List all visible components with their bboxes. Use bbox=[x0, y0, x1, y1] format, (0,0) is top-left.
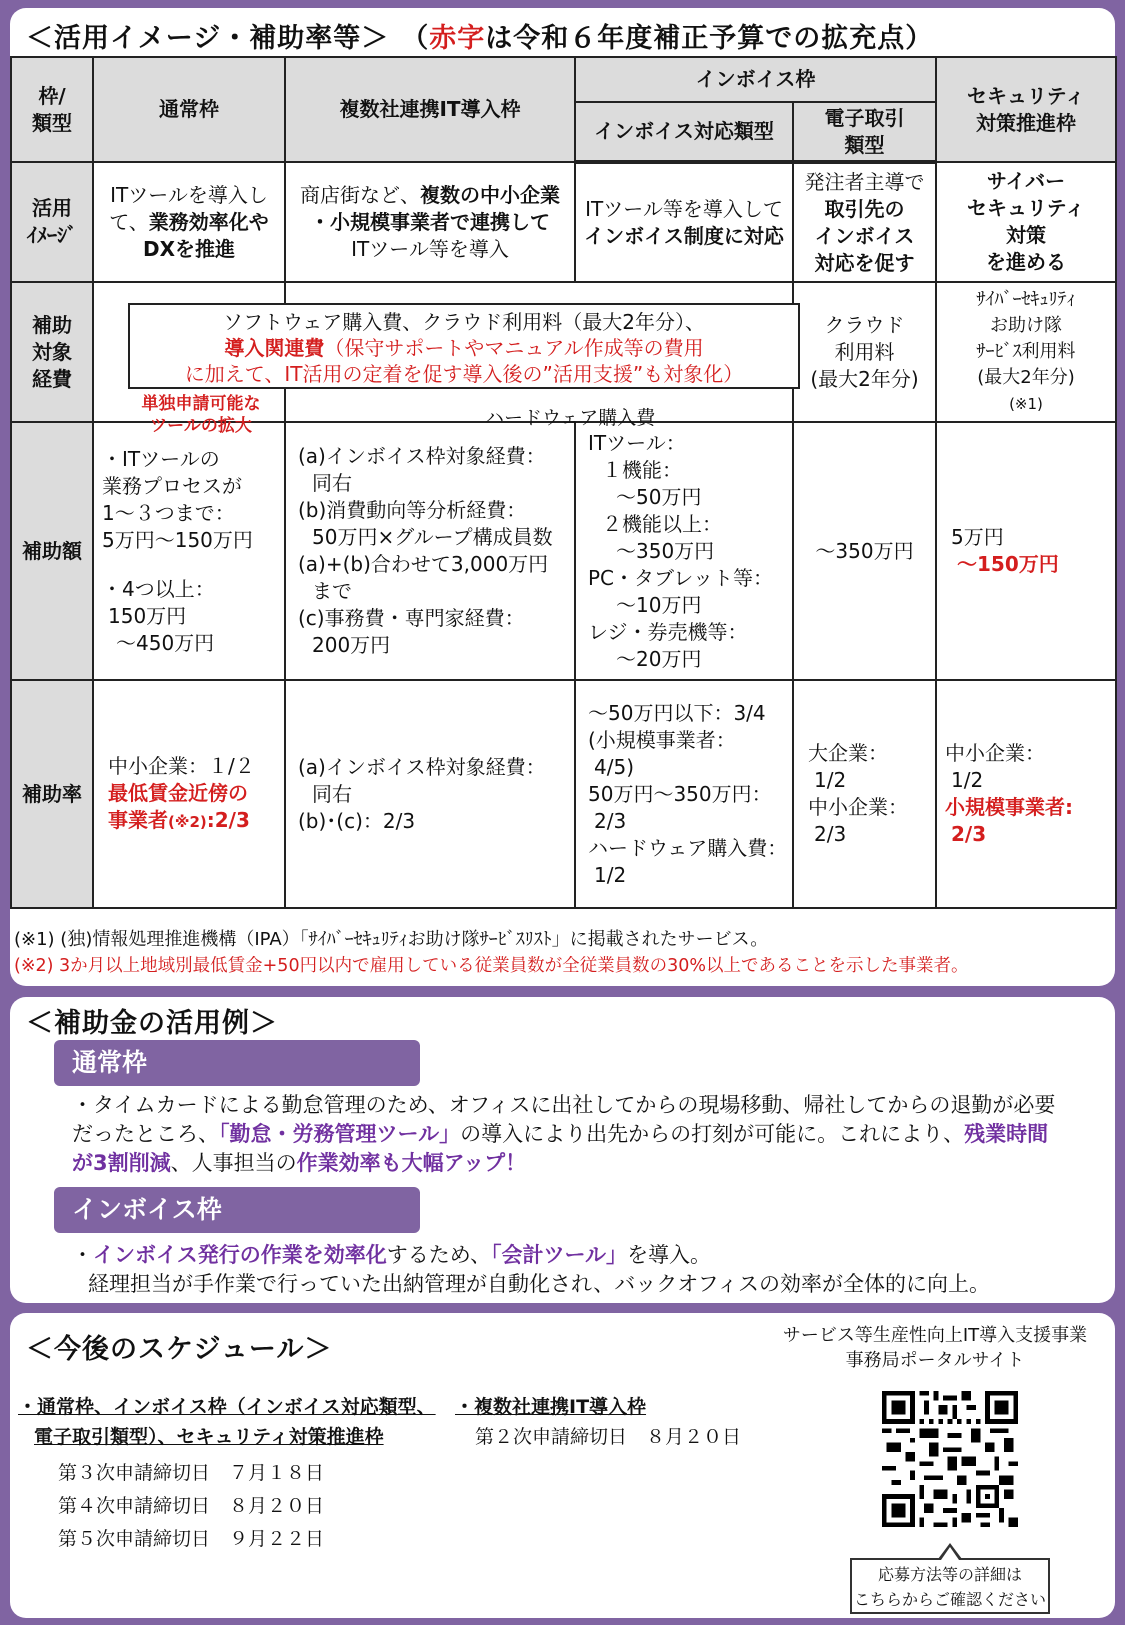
schedule-group-1: ・通常枠、インボイス枠（インボイス対応類型、 電子取引類型）、セキュリティ対策推進枠 第３次申請締切日 ７月１８日 第４次申請締切日 ８月２０日 第５次申請締切日 ９月２２日 bbox=[18, 1392, 436, 1554]
footnote-2: (※2) 3か月以上地域別最低賃金+50円以内で雇用している従業員数が全従業員数の30%以上であることを示した事業者。 bbox=[14, 956, 969, 976]
row-head-costs: 補助 対象 経費 bbox=[11, 282, 93, 422]
subsidy-table bbox=[10, 56, 1117, 909]
header-invoice-group: インボイス枠 bbox=[575, 57, 936, 102]
rate-ecommerce: 大企業： 1/2 中小企業： 2/3 bbox=[793, 680, 936, 908]
header-invoice-type: インボイス対応類型 bbox=[575, 102, 793, 162]
subsidy-table-panel bbox=[10, 8, 1115, 986]
amount-security: 5万円 ～150万円 bbox=[936, 422, 1116, 680]
tool-expansion-note: 単独申請可能な ツールの拡大 bbox=[141, 394, 261, 436]
portal-site-label: サービス等生産性向上IT導入支援事業 事務局ポータルサイト bbox=[782, 1325, 1088, 1371]
cost-overlay-box: ソフトウェア購入費、クラウド利用料（最大2年分）、 導入関連費（保守サポートやマニュアル作成等の費用 に加えて、IT活用の定着を促す導入後の”活用支援”も対象化） bbox=[128, 303, 800, 389]
deadline-5: 第５次申請締切日 ９月２２日 bbox=[58, 1528, 325, 1550]
amount-normal: ・ITツールの 業務プロセスが 1～３つまで： 5万円～150万円 ・4つ以上： 150万円 ～450万円 bbox=[93, 422, 285, 680]
usage-multi: 商店街など、複数の中小企業 ・小規模事業者で連携して ITツール等を導入 bbox=[285, 162, 575, 282]
costs-security: ｻｲﾊﾞｰｾｷｭﾘﾃｨ お助け隊 ｻｰﾋﾞｽ利用料 (最大2年分) (※1) bbox=[936, 282, 1116, 422]
footnote-1: (※1) (独)情報処理推進機構（IPA）「ｻｲﾊﾞｰｾｷｭﾘﾃｨお助け隊ｻｰﾋﾞｽﾘｽﾄ」に掲載されたサービス。 bbox=[14, 929, 769, 950]
pill-invoice-frame: インボイス枠 bbox=[54, 1187, 420, 1233]
usage-security: サイバー セキュリティ 対策 を進める bbox=[936, 162, 1116, 282]
amount-ecommerce: ～350万円 bbox=[793, 422, 936, 680]
costs-ecommerce: クラウド 利用料 (最大2年分) bbox=[793, 282, 936, 422]
header-normal: 通常枠 bbox=[93, 57, 285, 162]
deadline-4: 第４次申請締切日 ８月２０日 bbox=[58, 1495, 325, 1517]
rate-security: 中小企業： 1/2 小規模事業者: 2/3 bbox=[936, 680, 1116, 908]
rate-multi: (a)インボイス枠対象経費： 同右 (b)･(c)：2/3 bbox=[285, 680, 575, 908]
schedule-group-2: ・複数社連携IT導入枠 第２次申請締切日 ８月２０日 bbox=[455, 1392, 741, 1452]
row-head-rate: 補助率 bbox=[11, 680, 93, 908]
example-normal-text: ・タイムカードによる勤怠管理のため、オフィスに出社してからの現場移動、帰社してからの退勤が必要 だったところ、「勤怠・労務管理ツール」の導入により出先からの打刻が可能に。これにより、残業時間 が3割削減、人事担当の作業効率も大幅アップ！ bbox=[72, 1093, 1056, 1175]
row-head-amount: 補助額 bbox=[11, 422, 93, 680]
rate-normal: 中小企業：１/２ 最低賃金近傍の 事業者(※2):2/3 bbox=[93, 680, 285, 908]
usage-normal: ITツールを導入し て、業務効率化や DXを推進 bbox=[93, 162, 285, 282]
qr-code-icon[interactable] bbox=[882, 1391, 1018, 1527]
footnotes bbox=[14, 926, 968, 980]
usage-ecommerce: 発注者主導で 取引先の インボイス 対応を促す bbox=[793, 162, 936, 282]
section-heading-schedule: ＜今後のスケジュール＞ bbox=[26, 1334, 333, 1365]
amount-multi: (a)インボイス枠対象経費： 同右 (b)消費動向等分析経費： 50万円×グループ構成員数 (a)+(b)合わせて3,000万円 まで (c)事務費・専門家経費： 200万円 bbox=[285, 422, 575, 680]
pill-normal-frame: 通常枠 bbox=[54, 1040, 420, 1086]
section-heading-usage: ＜活用イメージ・補助率等＞ （赤字は令和６年度補正予算での拡充点） bbox=[26, 23, 934, 54]
header-frame: 枠/ 類型 bbox=[11, 57, 93, 162]
header-security: セキュリティ 対策推進枠 bbox=[936, 57, 1116, 162]
examples-panel bbox=[10, 997, 1115, 1303]
schedule-panel bbox=[10, 1313, 1115, 1618]
deadline-3: 第３次申請締切日 ７月１８日 bbox=[58, 1462, 325, 1484]
deadline-multi-2: 第２次申請締切日 ８月２０日 bbox=[475, 1426, 742, 1448]
header-multi: 複数社連携IT導入枠 bbox=[285, 57, 575, 162]
hardware-cost-label: ハードウェア購入費 bbox=[485, 407, 656, 429]
row-head-usage: 活用 ｲﾒｰｼﾞ bbox=[11, 162, 93, 282]
header-ecommerce: 電子取引 類型 bbox=[793, 102, 936, 162]
usage-invoice: ITツール等を導入して インボイス制度に対応 bbox=[575, 162, 793, 282]
details-callout: 応募方法等の詳細は こちらからご確認ください bbox=[850, 1558, 1050, 1614]
section-heading-examples: ＜補助金の活用例＞ bbox=[26, 1008, 278, 1039]
example-invoice-text: ・インボイス発行の作業を効率化するため、「会計ツール」を導入。 経理担当が手作業で行っていた出納管理が自動化され、バックオフィスの効率が全体的に向上。 bbox=[72, 1243, 990, 1296]
amount-invoice: ITツール： １機能： ～50万円 ２機能以上： ～350万円 PC・タブレット等： ～10万円 レジ・券売機等： ～20万円 bbox=[575, 422, 793, 680]
rate-invoice: ～50万円以下：3/4 (小規模事業者： 4/5) 50万円～350万円： 2/3 ハードウェア購入費： 1/2 bbox=[575, 680, 793, 908]
